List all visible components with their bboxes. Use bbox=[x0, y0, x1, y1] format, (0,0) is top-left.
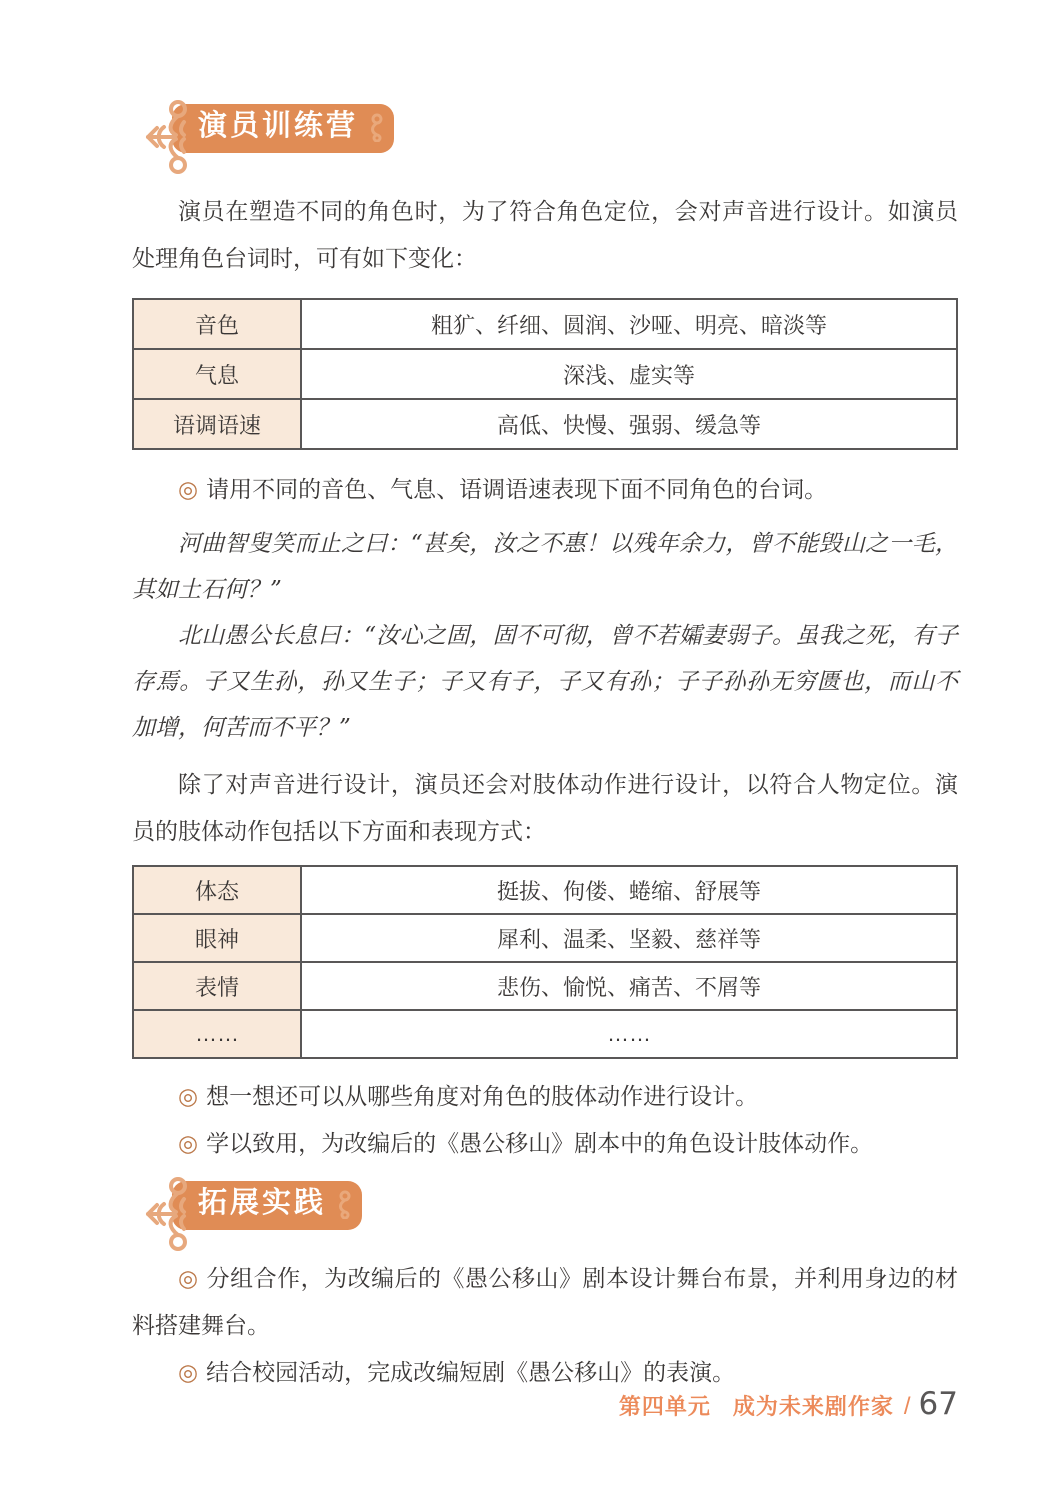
badge-swirl-icon bbox=[366, 112, 388, 153]
task-apply-text: 学以致用，为改编后的《愚公移山》剧本中的角色设计肢体动作。 bbox=[206, 1130, 874, 1156]
footer-unit-label: 第四单元 bbox=[618, 1394, 711, 1419]
section-badge-practice bbox=[172, 1181, 362, 1230]
badge-swirl-icon bbox=[334, 1189, 356, 1230]
cloud-ornament-icon bbox=[140, 1171, 206, 1268]
table-row bbox=[133, 299, 957, 349]
task-voice-text: 请用不同的音色、气息、语调语速表现下面不同角色的台词。 bbox=[206, 476, 828, 502]
table-row bbox=[133, 962, 957, 1010]
row-value-expression: 悲伤、愉悦、痛苦、不屑等 bbox=[301, 962, 957, 1010]
bullet-ring-icon: ◎ bbox=[178, 1130, 199, 1156]
cloud-ornament-icon bbox=[140, 94, 206, 191]
task-group-text: 分组合作，为改编后的《愚公移山》剧本设计舞台布景，并利用身边的材料搭建舞台。 bbox=[132, 1265, 959, 1338]
body-movement-paragraph: 除了对声音进行设计，演员还会对肢体动作进行设计，以符合人物定位。演员的肢体动作包括以下方面和表现方式： bbox=[132, 771, 958, 844]
row-value-gaze: 犀利、温柔、坚毅、慈祥等 bbox=[301, 914, 957, 962]
quote-paragraph-zhisou: 河曲智叟笑而止之曰：“甚矣，汝之不惠！以残年余力，曾不能毁山之一毛，其如土石何？” bbox=[132, 531, 958, 603]
intro-paragraph: 演员在塑造不同的角色时，为了符合角色定位，会对声音进行设计。如演员处理角色台词时，可有如下变化： bbox=[132, 198, 958, 271]
task-think-text: 想一想还可以从哪些角度对角色的肢体动作进行设计。 bbox=[206, 1083, 759, 1109]
bullet-ring-icon: ◎ bbox=[178, 1265, 199, 1291]
row-value-breath: 深浅、虚实等 bbox=[301, 349, 957, 399]
row-header-intonation: 语调语速 bbox=[133, 399, 301, 449]
task-voice-bullet bbox=[132, 466, 958, 513]
classical-quote bbox=[132, 521, 958, 751]
row-value-ellipsis: …… bbox=[301, 1010, 957, 1058]
row-header-timbre: 音色 bbox=[133, 299, 301, 349]
page-number: 67 bbox=[918, 1386, 958, 1422]
row-header-expression: 表情 bbox=[133, 962, 301, 1010]
row-header-breath: 气息 bbox=[133, 349, 301, 399]
bullet-ring-icon: ◎ bbox=[178, 1083, 199, 1109]
table-row bbox=[133, 866, 957, 914]
footer-unit-title: 成为未来剧作家 bbox=[732, 1394, 894, 1419]
row-header-ellipsis: …… bbox=[133, 1010, 301, 1058]
task-think-bullet bbox=[132, 1073, 958, 1120]
task-apply-bullet bbox=[132, 1120, 958, 1167]
table-row bbox=[133, 399, 957, 449]
table-row bbox=[133, 1010, 957, 1058]
quote-paragraph-yugong: 北山愚公长息曰：“汝心之固，固不可彻，曾不若孀妻弱子。虽我之死，有子存焉。子又生孙，孙又生子；子又有子，子又有孙；子子孙孙无穷匮也，而山不加增，何苦而不平？” bbox=[132, 623, 958, 741]
page-footer bbox=[619, 1386, 958, 1422]
table-row bbox=[133, 349, 957, 399]
row-value-timbre: 粗犷、纤细、圆润、沙哑、明亮、暗淡等 bbox=[301, 299, 957, 349]
row-header-posture: 体态 bbox=[133, 866, 301, 914]
row-value-posture: 挺拔、佝偻、蜷缩、舒展等 bbox=[301, 866, 957, 914]
bullet-ring-icon: ◎ bbox=[178, 1359, 199, 1385]
row-value-intonation: 高低、快慢、强弱、缓急等 bbox=[301, 399, 957, 449]
task-perform-text: 结合校园活动，完成改编短剧《愚公移山》的表演。 bbox=[206, 1359, 736, 1385]
footer-separator: / bbox=[903, 1393, 911, 1420]
row-header-gaze: 眼神 bbox=[133, 914, 301, 962]
section-title-training: 演员训练营 bbox=[198, 110, 359, 142]
task-group-bullet bbox=[132, 1255, 958, 1349]
section-badge-training bbox=[172, 104, 394, 153]
voice-design-table bbox=[132, 298, 958, 450]
section-header-training bbox=[132, 104, 958, 148]
section-title-practice: 拓展实践 bbox=[198, 1187, 327, 1219]
section-header-practice bbox=[132, 1181, 958, 1225]
table-row bbox=[133, 914, 957, 962]
body-movement-table bbox=[132, 865, 958, 1059]
bullet-ring-icon: ◎ bbox=[178, 476, 199, 502]
